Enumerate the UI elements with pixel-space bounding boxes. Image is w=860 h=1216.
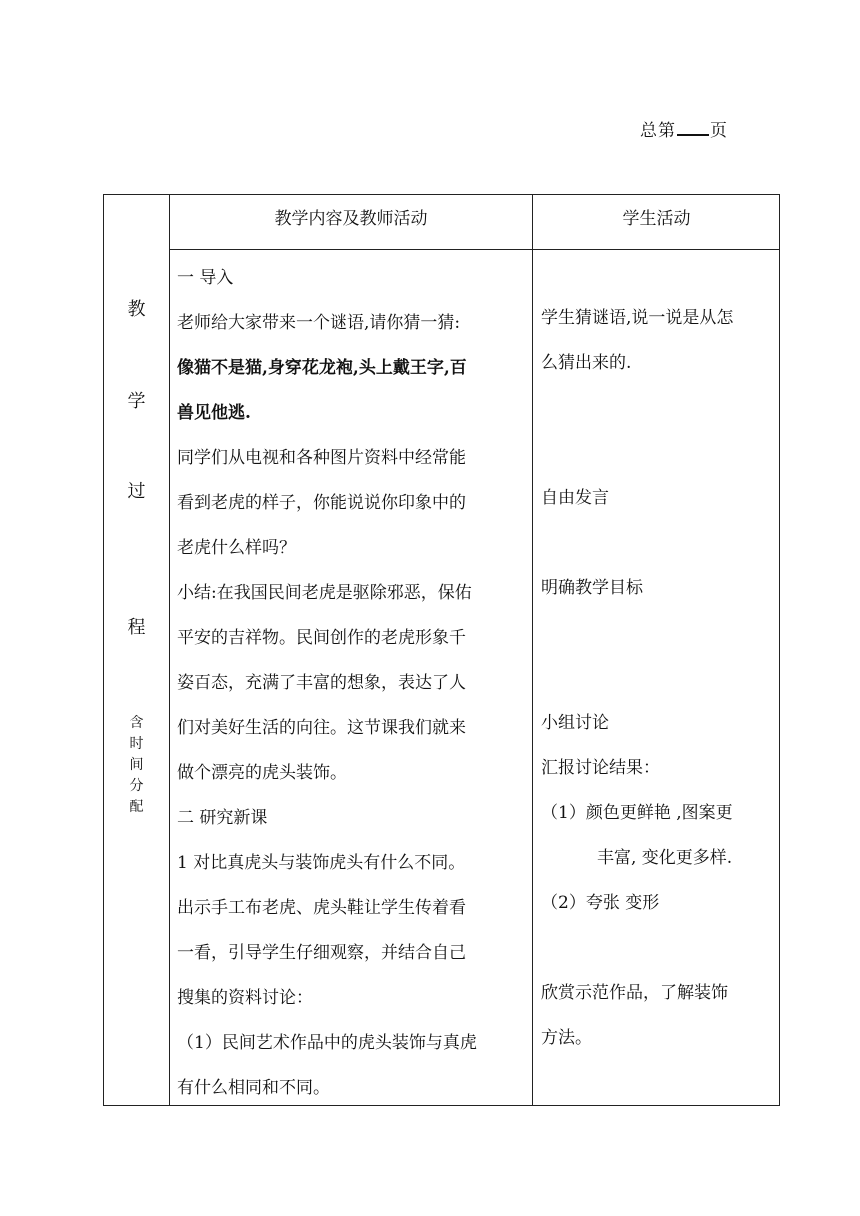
side-label-char: 过: [127, 481, 146, 502]
text-line: 同学们从电视和各种图片资料中经常能: [177, 448, 466, 468]
page-number-prefix: 总第: [640, 121, 676, 141]
side-label-char: 程: [127, 617, 146, 638]
text-line: 一看，引导学生仔细观察，并结合自己: [177, 943, 466, 963]
text-line: 学生猜谜语,说一说是从怎: [541, 308, 734, 328]
text-line: 小结:在我国民间老虎是驱除邪恶，保佑: [177, 583, 472, 603]
header-teacher-activity: 教学内容及教师活动: [274, 209, 428, 229]
text-line: 欣赏示范作品，了解装饰: [541, 983, 728, 1003]
text-line: 老师给大家带来一个谜语,请你猜一猜:: [177, 313, 461, 333]
page-number: [640, 116, 728, 141]
side-note-char: 含: [129, 715, 144, 731]
side-note-char: 配: [129, 799, 144, 815]
text-line: 看到老虎的样子，你能说说你印象中的: [177, 493, 466, 513]
side-note: [104, 713, 169, 818]
teacher-activity-content: [177, 256, 529, 1111]
riddle-line: 像猫不是猫,身穿花龙袍,头上戴王字,百: [177, 358, 467, 378]
header-student-activity: 学生活动: [622, 209, 691, 229]
side-note-char: 间: [129, 757, 144, 773]
student-group-discussion: 小组讨论: [541, 713, 609, 733]
text-line: 1 对比真虎头与装饰虎头有什么不同。: [177, 853, 466, 873]
text-line: 么猜出来的.: [541, 353, 632, 373]
text-line: 搜集的资料讨论：: [177, 988, 313, 1008]
text-line: （1）颜色更鲜艳 ,图案更: [541, 803, 733, 823]
table-divider-columns: [532, 195, 533, 1105]
student-guess-riddle: [541, 296, 781, 386]
text-line: （1）民间艺术作品中的虎头装饰与真虎: [177, 1033, 477, 1053]
text-line: 姿百态，充满了丰富的想象，表达了人: [177, 673, 466, 693]
text-line: 出示手工布老虎、虎头鞋让学生传着看: [177, 898, 466, 918]
text-line: 们对美好生活的向往。这节课我们就来: [177, 718, 466, 738]
text-line: 平安的吉祥物。民间创作的老虎形象千: [177, 628, 466, 648]
side-label-char: 学: [127, 391, 146, 412]
student-result-1: [541, 791, 781, 881]
text-line: 一 导入: [177, 268, 234, 288]
student-clarify-goal: 明确教学目标: [541, 578, 643, 598]
side-note-char: 分: [129, 778, 144, 794]
table-divider-side: [169, 195, 170, 1105]
text-line: 丰富, 变化更多样.: [597, 848, 733, 868]
side-note-char: 时: [129, 736, 144, 752]
text-line: 有什么相同和不同。: [177, 1078, 330, 1098]
page-number-suffix: 页: [710, 121, 728, 141]
side-label-char: 教: [127, 299, 146, 320]
student-free-speech: 自由发言: [541, 488, 609, 508]
student-result-2: （2）夸张 变形: [541, 893, 660, 913]
page-number-blank: [677, 120, 709, 136]
student-report-results: 汇报讨论结果：: [541, 758, 660, 778]
student-appreciate-works: [541, 971, 781, 1061]
text-line: 二 研究新课: [177, 808, 268, 828]
text-line: 做个漂亮的虎头装饰。: [177, 763, 347, 783]
riddle-line: 兽见他逃.: [177, 403, 251, 423]
table-header-rule: [169, 249, 779, 250]
text-line: 老虎什么样吗？: [177, 538, 296, 558]
text-line: 方法。: [541, 1028, 592, 1048]
